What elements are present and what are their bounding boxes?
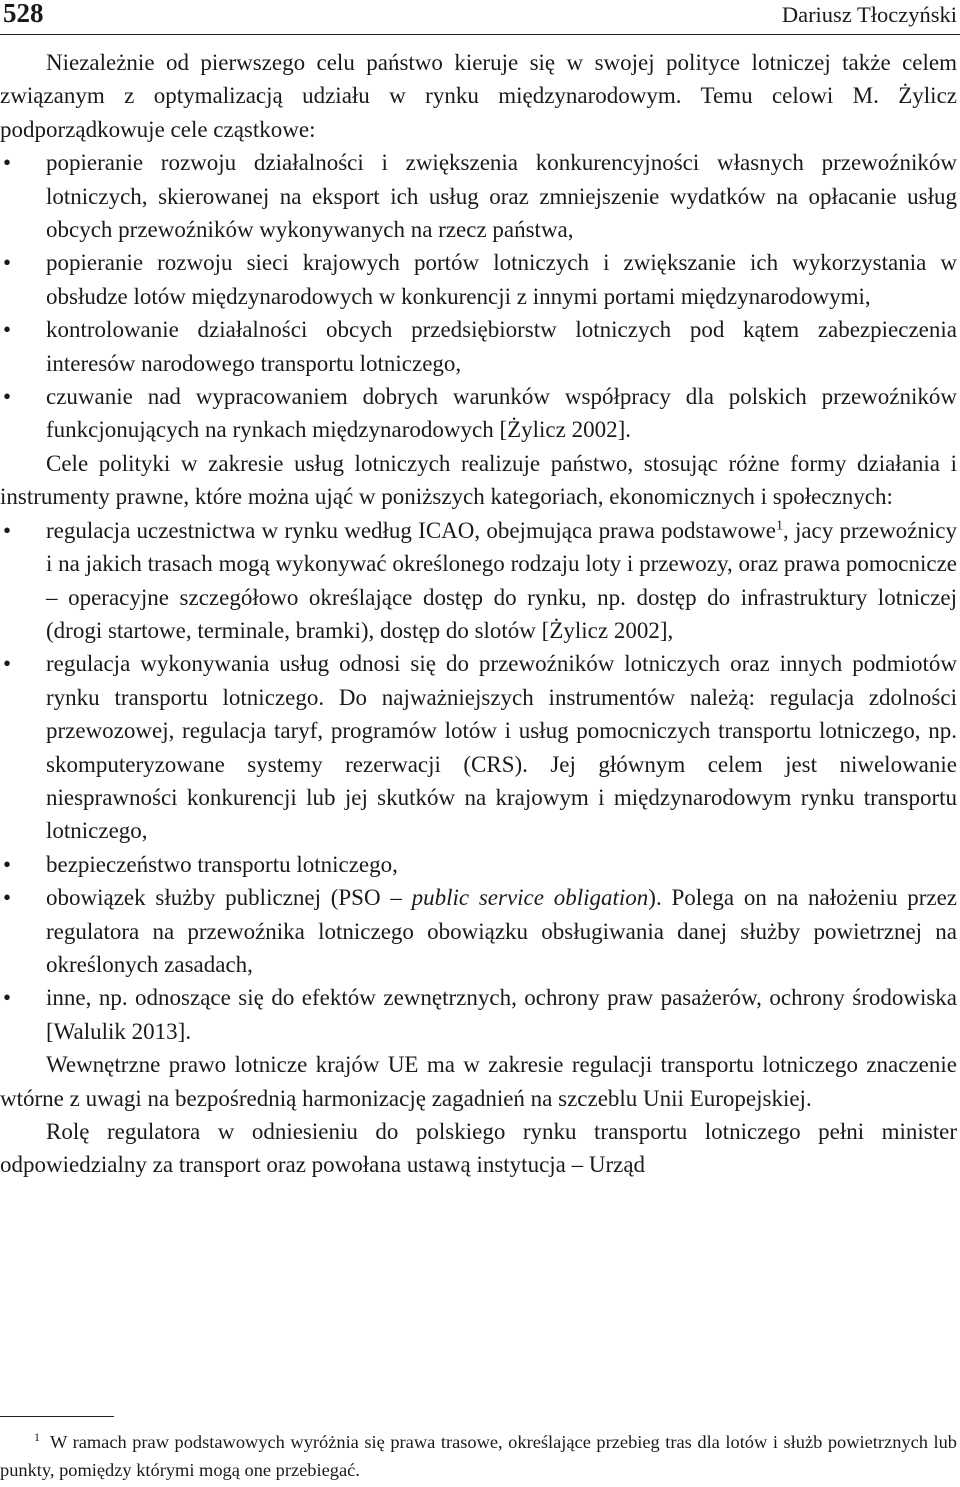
footnote	[0, 1428, 957, 1484]
list-item: • kontrolowanie działalności obcych przedsiębiorstw lotniczych pod kątem zabezpieczenia interesów narodowego transportu lotniczego,	[0, 313, 957, 380]
list-item: • inne, np. odnoszące się do efektów zewnętrznych, ochrony praw pasażerów, ochrony środowiska [Walulik 2013].	[0, 981, 957, 1048]
page-header	[0, 0, 960, 35]
bullet-icon: •	[3, 317, 12, 343]
paragraph: Rolę regulatora w odniesieniu do polskiego rynku transportu lotniczego pełni minister odpowiedzialny za transport oraz powołana ustawą instytucja – Urząd	[0, 1119, 957, 1178]
bullet-list	[0, 146, 957, 447]
footnote-marker: 1	[34, 1429, 40, 1444]
running-head-author: Dariusz Tłoczyński	[781, 2, 957, 27]
bullet-icon: •	[3, 851, 12, 877]
list-item: • regulacja wykonywania usług odnosi się do przewoźników lotniczych oraz innych podmiotów rynku transportu lotniczego. Do najważniejszych instrumentów należą: regulacja zdolności przewozowej, regulacja taryf, programów lotów i usług pomocniczych transportu lotniczego, np. skomputeryzowane systemy rezerwacji (CRS). Jej głównym celem jest niwelowanie niesprawności konkurencji lub jej skutków na krajowym i międzynarodowym rynku transportu lotniczego,	[0, 647, 957, 847]
paragraph: Niezależnie od pierwszego celu państwo kieruje się w swojej polityce lotniczej także celem związanym z optymalizacją udziału w rynku międzynarodowym. Temu celowi M. Żylicz podporządkowuje cele cząstkowe:	[0, 50, 957, 142]
bullet-icon: •	[3, 517, 12, 543]
footnote-divider	[0, 1416, 114, 1417]
list-item: • regulacja uczestnictwa w rynku według ICAO, obejmująca prawa podstawowe$^1$, jacy przewoźnicy i na jakich trasach mogą wykonywać określonego rodzaju loty i przewozy, oraz prawa pomocnicze – operacyjne szczegółowo określające dostęp do rynku, np. dostęp do infrastruktury lotniczej (drogi startowe, terminale, bramki), dostęp do slotów [Żylicz 2002],	[0, 514, 957, 648]
list-item: • czuwanie nad wypracowaniem dobrych warunków współpracy dla polskich przewoźników funkcjonujących na rynkach międzynarodowych [Żylicz 2002].	[0, 380, 957, 447]
italic-term: public service obligation	[411, 885, 649, 911]
bullet-icon: •	[3, 150, 12, 176]
paragraph: Wewnętrzne prawo lotnicze krajów UE ma w zakresie regulacji transportu lotniczego znaczenie wtórne z uwagi na bezpośrednią harmonizację zagadnień na szczeblu Unii Europejskiej.	[0, 1052, 957, 1111]
bullet-icon: •	[3, 250, 12, 276]
bullet-icon: •	[3, 885, 12, 911]
body-text	[0, 46, 957, 1182]
bullet-icon: •	[3, 384, 12, 410]
footnote-reference: 1	[775, 518, 783, 534]
paragraph: Cele polityki w zakresie usług lotniczych realizuje państwo, stosując różne formy działania i instrumenty prawne, które można ująć w poniższych kategoriach, ekonomicznych i społecznych:	[0, 450, 957, 510]
list-item: • popieranie rozwoju działalności i zwiększenia konkurencyjności własnych przewoźników lotniczych, skierowanej na eksport ich usług oraz zmniejszenie wydatków na opłacanie usług obcych przewoźników wykonywanych na rzecz państwa,	[0, 146, 957, 246]
bullet-list	[0, 514, 957, 1049]
list-item: • popieranie rozwoju sieci krajowych portów lotniczych i zwiększanie ich wykorzystania w obsłudze lotów międzynarodowych w konkurencji z innymi portami międzynarodowymi,	[0, 246, 957, 313]
footnote-text: W ramach praw podstawowych wyróżnia się prawa trasowe, określające przebieg tras dla lotów i służb powietrznych lub punkty, pomiędzy którymi mogą one przebiegać.	[0, 1432, 957, 1480]
bullet-icon: •	[3, 651, 12, 677]
list-item: • obowiązek służby publicznej (PSO – public service obligation). Polega on na nałożeniu przez regulatora na przewoźnika lotniczego obowiązku obsługiwania danej służby powietrznej na określonych zasadach,	[0, 881, 957, 981]
list-item: • bezpieczeństwo transportu lotniczego,	[0, 848, 957, 881]
bullet-icon: •	[3, 985, 12, 1011]
page-number: 528	[3, 0, 44, 28]
